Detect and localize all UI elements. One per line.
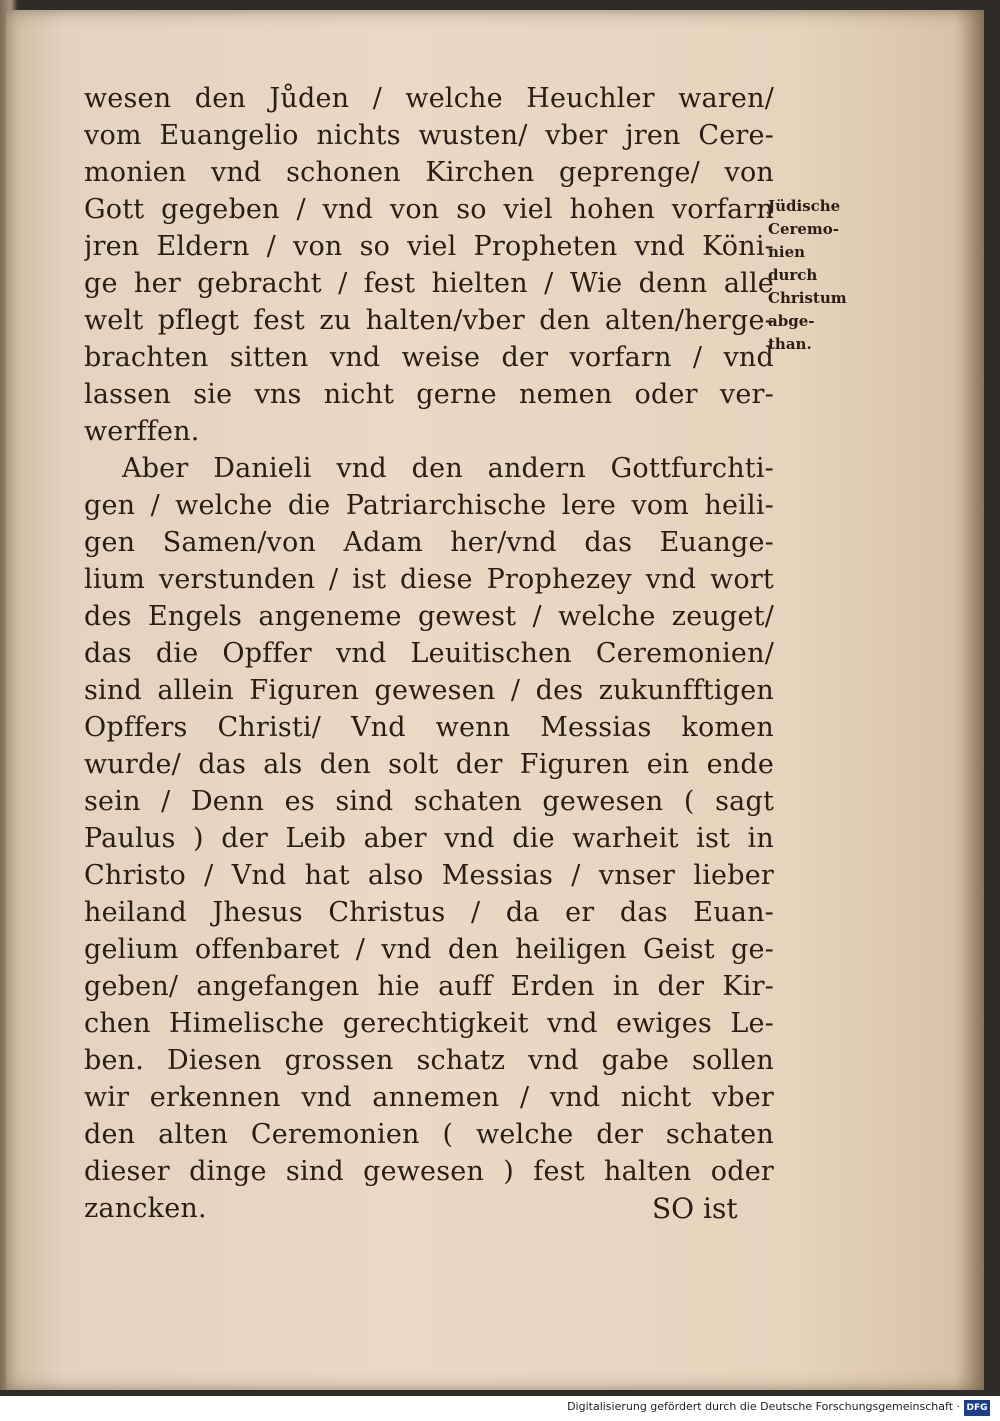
text-line: Opffers Christi/ Vnd wenn Messias komen (84, 712, 774, 743)
text-line: heiland Jhesus Christus / da er das Euan- (84, 897, 774, 928)
text-line: sein / Denn es sind schaten gewesen ( sagt (84, 786, 774, 817)
text-line: wurde/ das als den solt der Figuren ein ende (84, 749, 774, 780)
text-line: werffen. (84, 416, 200, 447)
text-line: gelium offenbaret / vnd den heiligen Geist ge- (84, 934, 774, 965)
text-line: den alten Ceremonien ( welche der schaten (84, 1119, 774, 1150)
marginal-line: durch (768, 266, 818, 284)
text-line: das die Opffer vnd Leuitischen Ceremonien/ (84, 638, 774, 669)
text-line: welt pflegt fest zu halten/vber den alten/herge- (84, 305, 774, 336)
text-line: lium verstunden / ist diese Prophezey vnd wort (84, 564, 774, 595)
catchword: SO ist (652, 1192, 738, 1225)
text-line: geben/ angefangen hie auff Erden in der Kir- (84, 971, 774, 1002)
marginal-line: Christum (768, 289, 847, 307)
footer-credit: Digitalisierung gefördert durch die Deutsche Forschungsgemeinschaft · (567, 1400, 960, 1413)
text-line: lassen sie vns nicht gerne nemen oder ver- (84, 379, 774, 410)
dfg-logo-icon: DFG (964, 1400, 990, 1416)
text-line: chen Himelische gerechtigkeit vnd ewiges Le- (84, 1008, 774, 1039)
text-line: des Engels angeneme gewest / welche zeuget/ (84, 601, 774, 632)
text-line: zancken. (84, 1193, 207, 1224)
text-line: Gott gegeben / vnd von so viel hohen vorfarn (84, 194, 774, 225)
text-line: wir erkennen vnd annemen / vnd nicht vber (84, 1082, 774, 1113)
text-line: ben. Diesen grossen schatz vnd gabe sollen (84, 1045, 774, 1076)
text-line: vom Euangelio nichts wusten/ vber jren Cere- (84, 120, 774, 151)
marginal-line: than. (768, 335, 812, 353)
text-line: monien vnd schonen Kirchen geprenge/ von (84, 157, 774, 188)
text-line: dieser dinge sind gewesen ) fest halten oder (84, 1156, 774, 1187)
text-line: wesen den Jůden / welche Heuchler waren/ (84, 83, 774, 114)
marginal-line: Jüdische (768, 197, 841, 215)
marginal-note (768, 195, 878, 356)
marginal-line: nien (768, 243, 806, 261)
text-line: jren Eldern / von so viel Propheten vnd Köni- (84, 231, 774, 262)
text-line: gen Samen/von Adam her/vnd das Euange- (84, 527, 774, 558)
text-line: Christo / Vnd hat also Messias / vnser lieber (84, 860, 774, 891)
body-text (84, 80, 774, 1227)
text-line: Paulus ) der Leib aber vnd die warheit ist in (84, 823, 774, 854)
text-line: ge her gebracht / fest hielten / Wie denn alle (84, 268, 774, 299)
text-line: gen / welche die Patriarchische lere vom heili- (84, 490, 774, 521)
marginal-line: abge- (768, 312, 815, 330)
digitization-footer (0, 1396, 1000, 1421)
text-line: sind allein Figuren gewesen / des zukunfftigen (84, 675, 774, 706)
text-line: brachten sitten vnd weise der vorfarn / vnd (84, 342, 774, 373)
text-line: Aber Danieli vnd den andern Gottfurchti- (122, 453, 774, 484)
marginal-line: Ceremo- (768, 220, 840, 238)
